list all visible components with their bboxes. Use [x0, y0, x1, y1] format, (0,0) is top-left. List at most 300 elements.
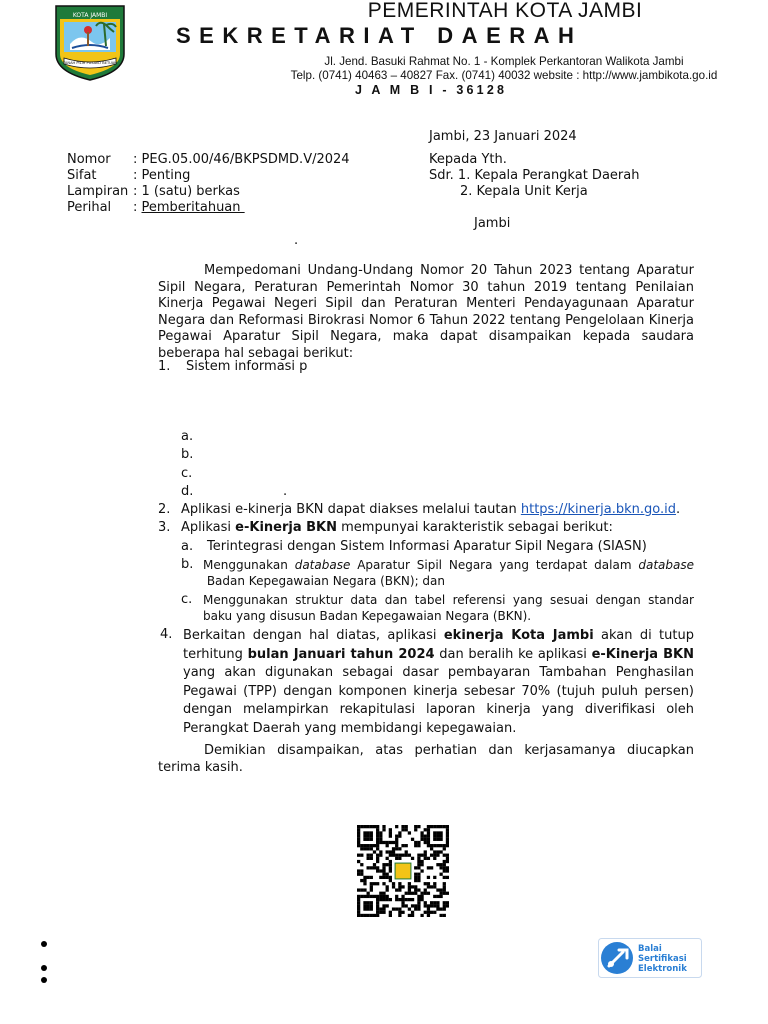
qr-module	[360, 844, 363, 847]
point-4-number: 4.	[160, 627, 173, 642]
qr-module	[389, 879, 392, 882]
point-3-bold: e-Kinerja BKN	[235, 520, 337, 535]
qr-module	[382, 869, 385, 872]
qr-module	[373, 825, 376, 828]
qr-module	[398, 854, 401, 857]
qr-module	[433, 904, 436, 907]
qr-module	[417, 895, 420, 898]
qr-module	[401, 825, 404, 828]
qr-module	[373, 863, 376, 866]
point-3-text	[181, 520, 613, 536]
qr-module	[408, 831, 411, 834]
qr-module	[395, 888, 398, 891]
qr-module	[430, 911, 433, 914]
qr-module	[417, 901, 420, 904]
qr-module	[430, 885, 433, 888]
qr-module	[376, 844, 379, 847]
qr-module	[395, 844, 398, 847]
point-2-text	[181, 502, 680, 518]
point-3b-mid: Aparatur Sipil Negara yang terdapat dalam	[350, 558, 639, 572]
qr-module	[379, 892, 382, 895]
letter-date: Jambi, 23 Januari 2024	[429, 129, 577, 144]
qr-module	[414, 828, 417, 831]
point-1-text: Sistem informasi p	[186, 359, 308, 374]
qr-module	[417, 904, 420, 907]
qr-module	[363, 914, 366, 917]
qr-module	[417, 898, 420, 901]
qr-module	[376, 841, 379, 844]
qr-module	[395, 825, 398, 828]
kota-jambi-emblem	[50, 2, 130, 82]
qr-module	[414, 841, 417, 844]
qr-module	[433, 825, 436, 828]
qr-module	[408, 914, 411, 917]
qr-module	[436, 888, 439, 891]
qr-module	[424, 882, 427, 885]
footer-bullet	[41, 941, 47, 947]
qr-module	[398, 847, 401, 850]
nomor-value: : PEG.05.00/46/BKPSDMD.V/2024	[133, 152, 350, 167]
qr-module	[370, 831, 373, 834]
qr-module	[370, 844, 373, 847]
qr-module	[439, 844, 442, 847]
qr-module	[370, 847, 373, 850]
point-3b-pre: Menggunakan	[203, 558, 295, 572]
qr-module	[427, 866, 430, 869]
qr-module	[389, 869, 392, 872]
point-3b-post: Badan Kepegawaian Negara (BKN); dan	[203, 574, 445, 588]
qr-module	[386, 904, 389, 907]
qr-module	[357, 904, 360, 907]
qr-module	[433, 850, 436, 853]
qr-module	[411, 914, 414, 917]
qr-module	[363, 895, 366, 898]
footer-bullet	[41, 977, 47, 983]
qr-module	[427, 876, 430, 879]
qr-module	[395, 847, 398, 850]
qr-module	[376, 857, 379, 860]
qr-module	[370, 885, 373, 888]
perihal-colon: :	[133, 200, 142, 215]
qr-module	[443, 869, 446, 872]
qr-module	[360, 895, 363, 898]
qr-module	[367, 876, 370, 879]
qr-module	[376, 869, 379, 872]
qr-module	[363, 907, 366, 910]
point-4-t4: yang akan digunakan sebagai dasar pembayaran Tambahan Penghasilan Pegawai (TPP) dengan komponen kinerja sebesar 70% (tujuh puluh persen) dengan melampirkan rekapitulasi laporan kinerja yang diverifikasi oleh Perangkat Daerah yang membidangi kepegawaian.	[183, 646, 699, 736]
qr-module	[424, 901, 427, 904]
qr-module	[357, 911, 360, 914]
qr-module	[443, 885, 446, 888]
qr-module	[386, 850, 389, 853]
qr-module	[439, 863, 442, 866]
qr-module	[427, 857, 430, 860]
qr-module	[367, 895, 370, 898]
point-4-t2: akan di tutup terhitung	[183, 628, 699, 662]
qr-module	[433, 911, 436, 914]
qr-module	[411, 838, 414, 841]
qr-module	[417, 876, 420, 879]
point-3b-letter: b.	[181, 557, 194, 572]
qr-module	[420, 914, 423, 917]
qr-module	[376, 838, 379, 841]
qr-module	[430, 844, 433, 847]
qr-module	[411, 857, 414, 860]
qr-module	[392, 882, 395, 885]
point-4-t3: dan beralih ke aplikasi	[434, 646, 592, 662]
kinerja-bkn-link[interactable]: https://kinerja.bkn.go.id	[520, 502, 677, 517]
office-contact	[130, 69, 768, 83]
qr-module	[405, 898, 408, 901]
qr-module	[414, 892, 417, 895]
qr-module	[424, 911, 427, 914]
qr-module	[376, 825, 379, 828]
qr-module	[392, 841, 395, 844]
qr-module	[373, 895, 376, 898]
qr-module	[376, 847, 379, 850]
qr-module	[433, 854, 436, 857]
qr-module	[379, 876, 382, 879]
qr-module	[382, 841, 385, 844]
qr-module	[443, 844, 446, 847]
office-address: Jl. Jend. Basuki Rahmat No. 1 - Komplek Perkantoran Walikota Jambi	[324, 55, 684, 68]
point-4-t1: Berkaitan dengan hal diatas, aplikasi	[183, 628, 444, 643]
qr-module	[405, 850, 408, 853]
qr-module	[367, 831, 370, 834]
point-4-text	[183, 627, 699, 738]
qr-module	[424, 904, 427, 907]
qr-module	[417, 857, 420, 860]
qr-module	[370, 888, 373, 891]
emblem-motto: TANAH PILIH PUSAKO BETUAH	[63, 61, 117, 65]
qr-module	[376, 914, 379, 917]
qr-module	[401, 895, 404, 898]
qr-module	[436, 904, 439, 907]
qr-module	[379, 895, 382, 898]
qr-module	[357, 825, 360, 828]
qr-module	[389, 863, 392, 866]
qr-module	[370, 866, 373, 869]
qr-module	[360, 888, 363, 891]
qr-module	[376, 866, 379, 869]
qr-module	[433, 901, 436, 904]
qr-module	[401, 844, 404, 847]
qr-module	[360, 873, 363, 876]
qr-module	[395, 835, 398, 838]
qr-module	[376, 860, 379, 863]
qr-module	[382, 866, 385, 869]
qr-module	[382, 911, 385, 914]
qr-module	[382, 907, 385, 910]
qr-module	[417, 866, 420, 869]
qr-module	[436, 854, 439, 857]
qr-module	[389, 850, 392, 853]
qr-module	[439, 888, 442, 891]
point-1-sub-a: a.	[181, 429, 194, 444]
qr-module	[398, 857, 401, 860]
qr-module	[389, 866, 392, 869]
qr-module	[411, 892, 414, 895]
qr-module	[357, 873, 360, 876]
qr-module	[446, 831, 449, 834]
qr-module	[427, 885, 430, 888]
qr-module	[360, 825, 363, 828]
qr-module	[427, 907, 430, 910]
point-4-b3: e-Kinerja BKN	[591, 646, 694, 662]
qr-module	[439, 914, 442, 917]
qr-module	[433, 876, 436, 879]
qr-module	[370, 914, 373, 917]
qr-module	[382, 873, 385, 876]
qr-module	[363, 835, 366, 838]
qr-module	[379, 841, 382, 844]
qr-module	[417, 879, 420, 882]
qr-module	[430, 904, 433, 907]
qr-module	[395, 841, 398, 844]
qr-module	[360, 869, 363, 872]
point-2-lead: Aplikasi e-kinerja BKN dapat diakses melalui tautan	[181, 502, 521, 517]
qr-module	[443, 860, 446, 863]
qr-module	[443, 914, 446, 917]
qr-module	[360, 914, 363, 917]
qr-module	[386, 876, 389, 879]
qr-module	[414, 885, 417, 888]
recipient-greeting: Kepada Yth.	[429, 152, 507, 167]
qr-module	[392, 850, 395, 853]
qr-module	[443, 907, 446, 910]
qr-module	[414, 873, 417, 876]
qr-module	[414, 866, 417, 869]
qr-module	[367, 892, 370, 895]
qr-module	[420, 854, 423, 857]
nomor-label: Nomor	[67, 152, 111, 167]
perihal-value	[133, 200, 245, 216]
qr-module	[433, 835, 436, 838]
qr-module	[386, 885, 389, 888]
point-3b-italic-2: database	[638, 558, 695, 572]
qr-module	[439, 838, 442, 841]
qr-module	[424, 850, 427, 853]
qr-module	[379, 854, 382, 857]
qr-module	[411, 898, 414, 901]
qr-module	[420, 863, 423, 866]
qr-module	[370, 882, 373, 885]
qr-module	[433, 882, 436, 885]
qr-module	[436, 838, 439, 841]
qr-module	[433, 857, 436, 860]
perihal-text: Pemberitahuan	[141, 200, 245, 215]
qr-module	[401, 898, 404, 901]
qr-module	[398, 835, 401, 838]
qr-module	[420, 860, 423, 863]
qr-module	[367, 901, 370, 904]
qr-module	[436, 907, 439, 910]
qr-module	[386, 844, 389, 847]
point-4-b1: ekinerja Kota Jambi	[443, 628, 594, 643]
qr-module	[405, 904, 408, 907]
qr-module	[414, 876, 417, 879]
qr-module	[420, 892, 423, 895]
qr-module	[430, 847, 433, 850]
qr-module	[367, 838, 370, 841]
qr-module	[427, 911, 430, 914]
qr-module	[443, 854, 446, 857]
qr-module	[370, 901, 373, 904]
government-title: PEMERINTAH KOTA JAMBI	[367, 0, 643, 22]
qr-module	[357, 838, 360, 841]
qr-module	[408, 888, 411, 891]
qr-module	[398, 882, 401, 885]
qr-module	[379, 835, 382, 838]
qr-module	[420, 835, 423, 838]
qr-module	[436, 844, 439, 847]
qr-module	[427, 892, 430, 895]
qr-module	[395, 838, 398, 841]
qr-module	[446, 825, 449, 828]
qr-module	[443, 888, 446, 891]
qr-module	[382, 898, 385, 901]
qr-module	[367, 844, 370, 847]
qr-module	[405, 892, 408, 895]
qr-module	[389, 831, 392, 834]
qr-module	[367, 847, 370, 850]
point-3-number: 3.	[158, 520, 171, 535]
qr-module	[417, 854, 420, 857]
office-title: SEKRETARIAT DAERAH	[176, 23, 583, 48]
qr-module	[389, 876, 392, 879]
qr-module	[424, 841, 427, 844]
qr-module	[405, 828, 408, 831]
qr-module	[424, 838, 427, 841]
qr-module	[427, 904, 430, 907]
qr-center-emblem	[395, 863, 411, 879]
qr-module	[382, 882, 385, 885]
qr-module	[439, 907, 442, 910]
qr-module	[443, 863, 446, 866]
qr-module	[430, 866, 433, 869]
qr-module	[430, 825, 433, 828]
qr-module	[367, 857, 370, 860]
qr-module	[376, 901, 379, 904]
qr-module	[439, 873, 442, 876]
qr-module	[398, 898, 401, 901]
qr-module	[405, 825, 408, 828]
qr-module	[436, 835, 439, 838]
qr-module	[405, 844, 408, 847]
qr-module	[446, 904, 449, 907]
recipient-city: Jambi	[474, 216, 511, 231]
qr-module	[389, 835, 392, 838]
point-3a-letter: a.	[181, 539, 194, 554]
qr-module	[395, 898, 398, 901]
qr-module	[414, 844, 417, 847]
qr-module	[367, 914, 370, 917]
qr-module	[427, 838, 430, 841]
qr-module	[430, 854, 433, 857]
qr-module	[433, 831, 436, 834]
qr-module	[443, 882, 446, 885]
qr-module	[408, 907, 411, 910]
bse-line-1: Balai	[638, 944, 662, 954]
qr-module	[376, 898, 379, 901]
qr-module	[357, 907, 360, 910]
qr-module	[427, 882, 430, 885]
qr-module	[417, 888, 420, 891]
qr-module	[424, 892, 427, 895]
qr-module	[357, 860, 360, 863]
office-city-postcode: J A M B I - 36128	[355, 83, 508, 97]
qr-module	[408, 892, 411, 895]
point-2-end: .	[676, 502, 681, 517]
point-1-sub-d: d.	[181, 484, 194, 499]
qr-module	[401, 911, 404, 914]
qr-module	[357, 844, 360, 847]
qr-module	[382, 895, 385, 898]
qr-module	[373, 850, 376, 853]
qr-module	[357, 898, 360, 901]
qr-module	[427, 825, 430, 828]
qr-module	[357, 901, 360, 904]
qr-module	[436, 863, 439, 866]
sifat-label: Sifat	[67, 168, 97, 183]
qr-module	[436, 831, 439, 834]
qr-module	[367, 854, 370, 857]
qr-module	[386, 895, 389, 898]
bse-line-3: Elektronik	[638, 964, 687, 974]
sifat-value: : Penting	[133, 168, 191, 183]
qr-module	[420, 895, 423, 898]
qr-module	[363, 904, 366, 907]
qr-module	[446, 828, 449, 831]
office-contact-text: Telp. (0741) 40463 – 40827 Fax. (0741) 40032 website : http://www.jambikota.go.id	[290, 69, 718, 82]
qr-module	[379, 831, 382, 834]
qr-module	[389, 911, 392, 914]
qr-module	[433, 895, 436, 898]
qr-module	[433, 838, 436, 841]
qr-module	[411, 904, 414, 907]
qr-module	[363, 825, 366, 828]
qr-module	[379, 869, 382, 872]
qr-module	[401, 904, 404, 907]
point-3b-text	[203, 557, 694, 589]
stray-dot: .	[294, 233, 299, 248]
qr-module	[363, 831, 366, 834]
qr-module	[382, 904, 385, 907]
qr-module	[443, 876, 446, 879]
qr-module	[376, 907, 379, 910]
qr-module	[357, 828, 360, 831]
qr-module	[376, 895, 379, 898]
qr-module	[386, 863, 389, 866]
qr-module	[414, 879, 417, 882]
point-1-sub-c: c.	[181, 466, 193, 481]
qr-module	[420, 869, 423, 872]
qr-module	[414, 904, 417, 907]
qr-module	[430, 901, 433, 904]
qr-module	[417, 907, 420, 910]
qr-module	[411, 885, 414, 888]
qr-module	[389, 854, 392, 857]
qr-module	[417, 873, 420, 876]
perihal-label: Perihal	[67, 200, 112, 215]
qr-module	[424, 854, 427, 857]
qr-module	[379, 850, 382, 853]
qr-module	[376, 835, 379, 838]
qr-module	[360, 863, 363, 866]
qr-module	[398, 911, 401, 914]
qr-module	[395, 854, 398, 857]
recipient-2: 2. Kepala Unit Kerja	[460, 184, 588, 199]
